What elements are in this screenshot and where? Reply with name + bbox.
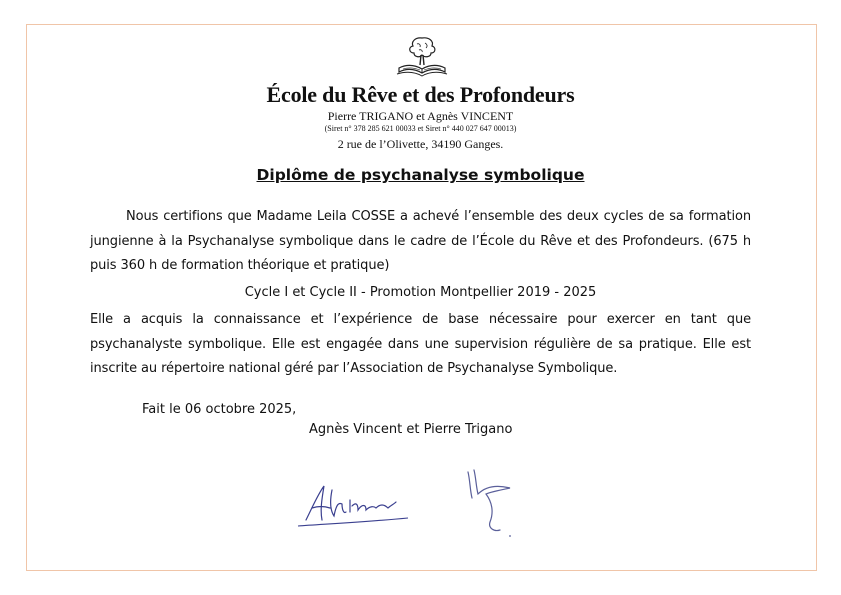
certification-paragraph: Nous certifions que Madame Leila COSSE a achevé l’ensemble des deux cycles de sa formation jungienne à la Psychanalyse symbolique dans le cadre de l’École du Rêve et des Profondeurs. (675 h puis 360 h de formation théorique et pratique) <box>90 209 751 273</box>
diploma-title: Diplôme de psychanalyse symbolique <box>256 166 585 184</box>
issue-date: Fait le 06 octobre 2025, <box>142 402 297 417</box>
school-name: École du Rêve et des Profondeurs <box>266 82 575 107</box>
signatories: Agnès Vincent et Pierre Trigano <box>309 422 513 437</box>
signature-trigano-icon <box>460 466 520 540</box>
siret-numbers: (Siret n° 378 285 621 00033 et Siret n° 440 027 647 00013) <box>324 124 517 133</box>
founders-names: Pierre TRIGANO et Agnès VINCENT <box>327 109 514 123</box>
signature-vincent-icon <box>296 478 410 530</box>
cycle-promotion-line: Cycle I et Cycle II - Promotion Montpellier 2019 - 2025 <box>244 285 597 300</box>
tree-book-icon <box>395 34 449 78</box>
qualification-paragraph: Elle a acquis la connaissance et l’expérience de base nécessaire pour exercer en tant que psychanalyste symbolique. Elle est engagée dans une supervision régulière de sa pratique. Elle est inscrite au répertoire national géré par l’Association de Psychanalyse Symbolique. <box>90 312 751 376</box>
school-address: 2 rue de l’Olivette, 34190 Ganges. <box>337 137 504 151</box>
